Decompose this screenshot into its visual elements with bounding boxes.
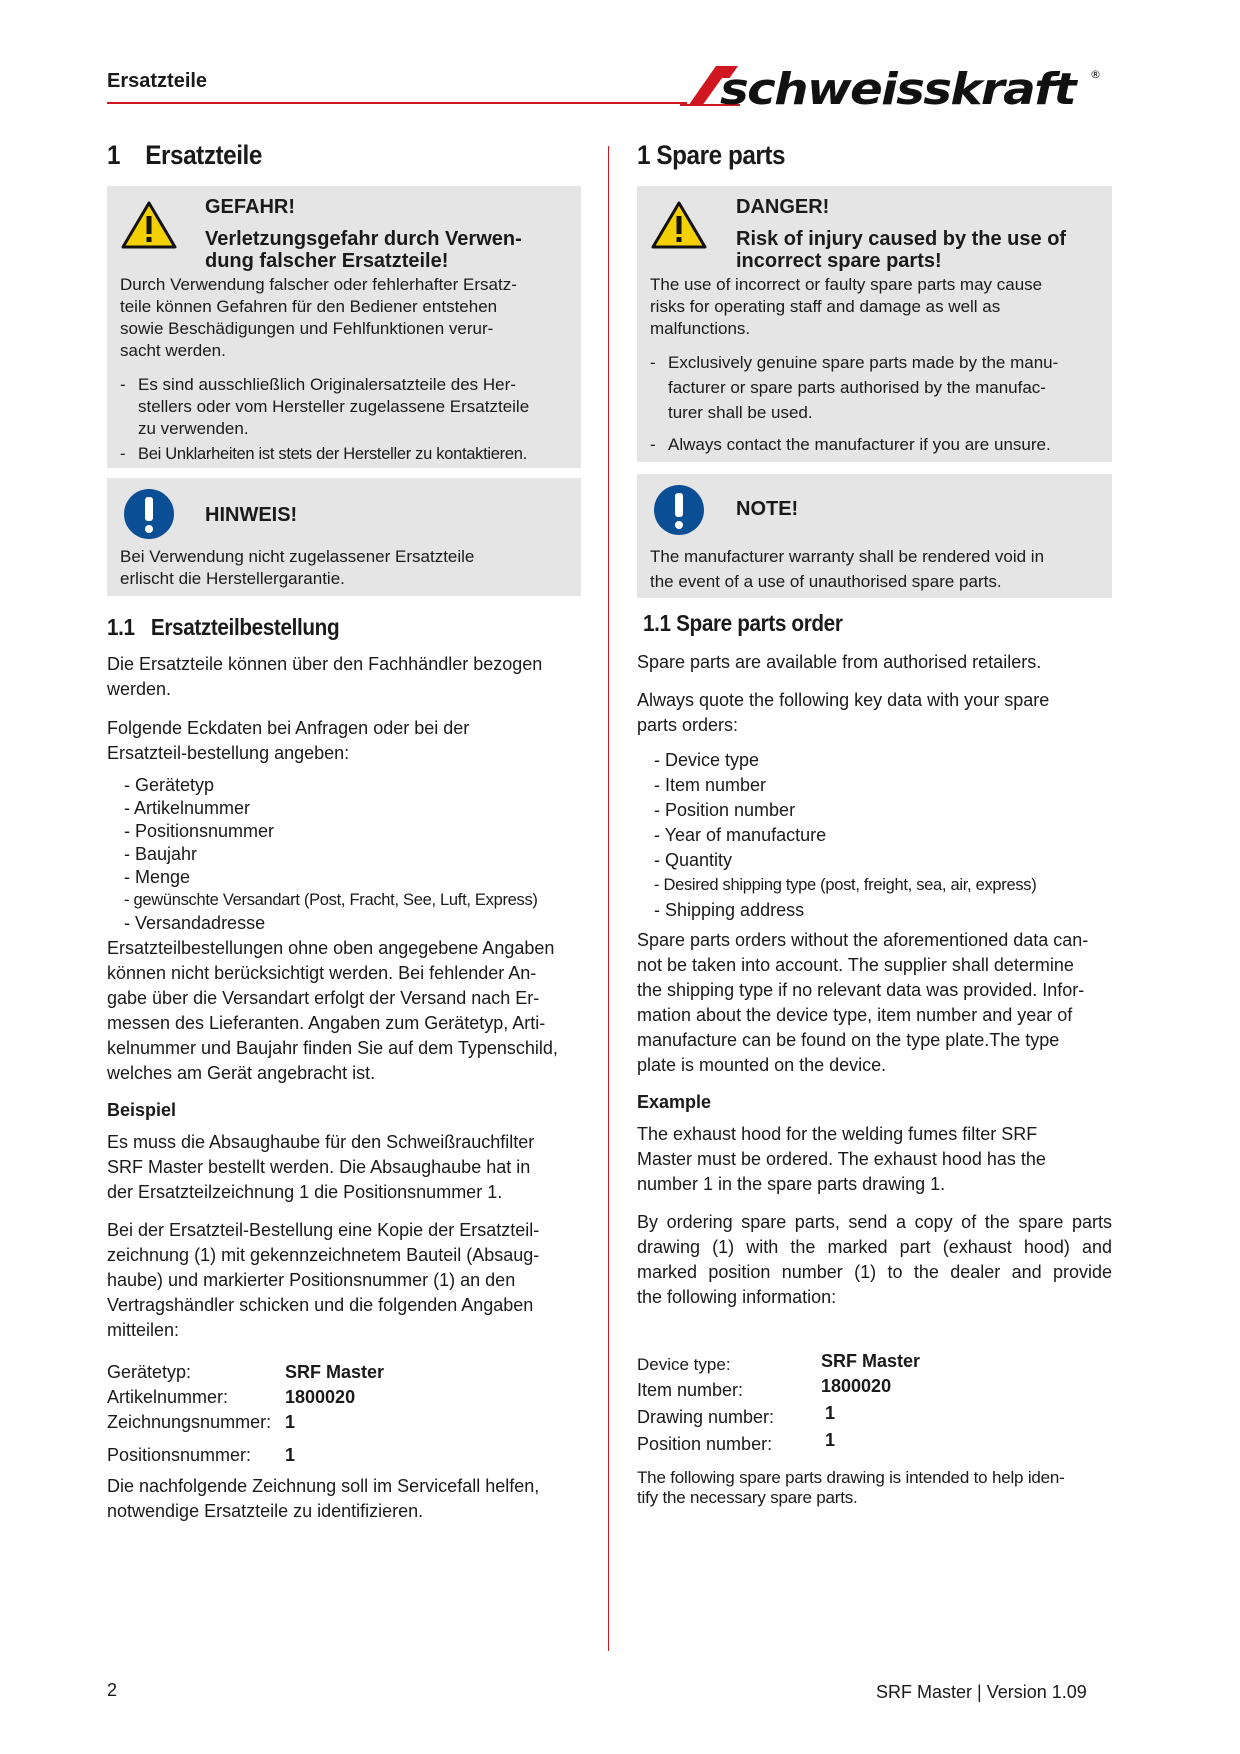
exclamation-circle-icon — [653, 484, 705, 536]
danger-subtitle-line: Risk of injury caused by the use of — [736, 228, 1067, 250]
kv-row — [107, 1412, 587, 1445]
paragraph — [107, 652, 585, 702]
kv-key: Device type: — [637, 1355, 731, 1374]
final-paragraph — [637, 1468, 1117, 1508]
text-line: Es muss die Absaughaube für den Schweißrauchfilter — [107, 1132, 535, 1152]
text-line: mitteilen: — [107, 1320, 180, 1340]
text-line: marked position number (1) to the dealer and provide — [637, 1262, 1112, 1282]
text-line: Bei der Ersatzteil-Bestellung eine Kopie der Ersatzteil- — [107, 1220, 540, 1240]
warning-triangle-icon — [651, 200, 707, 250]
note-body-line: erlischt die Herstellergarantie. — [120, 569, 345, 588]
text-line: tify the necessary spare parts. — [637, 1488, 858, 1507]
text-line: notwendige Ersatzteile zu identifizieren. — [107, 1501, 424, 1521]
paragraph — [107, 716, 585, 766]
text-line: By ordering spare parts, send a copy of the spare parts — [637, 1212, 1112, 1232]
kv-value: 1800020 — [285, 1387, 356, 1407]
danger-body-line: malfunctions. — [650, 319, 751, 338]
danger-subtitle-line: dung falscher Ersatzteile! — [205, 250, 449, 272]
text-line: der Ersatzteilzeichnung 1 die Positionsnummer 1. — [107, 1182, 503, 1202]
paragraph — [637, 928, 1117, 1078]
section-heading-de — [107, 140, 262, 171]
text-line: welches am Gerät angebracht ist. — [107, 1063, 376, 1083]
text-line: können nicht berücksichtigt werden. Bei fehlender An- — [107, 963, 537, 983]
example-paragraph — [107, 1130, 585, 1205]
kv-value: 1 — [825, 1403, 836, 1423]
final-paragraph — [107, 1474, 585, 1524]
text-line: mation about the device type, item number and year of — [637, 1005, 1073, 1025]
text-line: plate is mounted on the device. — [637, 1055, 887, 1075]
text-line: drawing (1) with the marked part (exhaust hood) and — [637, 1237, 1112, 1257]
text-line: Ersatzteil-bestellung angeben: — [107, 743, 350, 763]
kv-key: Drawing number: — [637, 1407, 775, 1427]
subsection-title: Ersatzteilbestellung — [150, 614, 340, 640]
danger-body — [120, 274, 575, 362]
list-item: - Always contact the manufacturer if you are unsure. — [650, 432, 1108, 457]
text-line: not be taken into account. The supplier shall determine — [637, 955, 1074, 975]
logo-mark-icon — [680, 62, 1120, 112]
list-item: - Year of manufacture — [654, 825, 827, 845]
header-rule — [107, 102, 687, 104]
registered-mark: ® — [1090, 68, 1101, 81]
list-item: - Desired shipping type (post, freight, sea, air, express) — [654, 876, 1037, 894]
text-line: Die Ersatzteile können über den Fachhändler bezogen — [107, 654, 543, 674]
danger-bullets — [650, 350, 1108, 457]
example-label: Beispiel — [107, 1100, 177, 1120]
text-line: Always quote the following key data with your spare — [637, 690, 1050, 710]
paragraph — [637, 688, 1107, 738]
paragraph: Spare parts are available from authorised retailers. — [637, 652, 1042, 672]
text-line: parts orders: — [637, 715, 739, 735]
bullet-line: turer shall be used. — [668, 403, 813, 422]
list-item: - gewünschte Versandart (Post, Fracht, See, Luft, Express) — [124, 891, 538, 909]
section-number: 1 — [107, 140, 121, 170]
note-body-line: Bei Verwendung nicht zugelassener Ersatzteile — [120, 547, 475, 566]
bullet-line: zu verwenden. — [138, 419, 249, 438]
note-box-en — [637, 474, 1112, 598]
subsection-number: 1.1 — [107, 614, 135, 640]
danger-box-en — [637, 186, 1112, 462]
danger-label: DANGER! — [736, 196, 830, 218]
note-label: HINWEIS! — [205, 504, 298, 526]
danger-body-line: sacht werden. — [120, 341, 226, 360]
danger-body-line: teile können Gefahren für den Bediener entstehen — [120, 297, 498, 316]
danger-box-de — [107, 186, 581, 468]
list-item: - Bei Unklarheiten ist stets der Hersteller zu kontaktieren. — [120, 443, 578, 465]
example-paragraph — [637, 1122, 1112, 1197]
text-line: Spare parts orders without the aforementioned data can- — [637, 930, 1089, 950]
example-label: Example — [637, 1092, 712, 1112]
kv-key: Gerätetyp: — [107, 1362, 192, 1382]
list-item: - Positionsnummer — [124, 821, 275, 841]
text-line: zeichnung (1) mit gekennzeichnetem Bauteil (Absaug- — [107, 1245, 540, 1265]
list-item: - Artikelnummer — [124, 798, 251, 818]
list-item: - Versandadresse — [124, 913, 266, 933]
note-box-de — [107, 478, 581, 596]
list-item: - Exclusively genuine spare parts made by the manu- facturer or spare parts authorised by the manufac- turer shall be used. — [650, 350, 1108, 425]
list-item: - Item number — [654, 775, 767, 795]
subsection-heading-en: 1.1 Spare parts order — [643, 610, 843, 636]
list-item: - Menge — [124, 867, 191, 887]
order-data-table — [637, 1351, 1112, 1459]
kv-value: 1800020 — [821, 1376, 892, 1396]
list-item: - Quantity — [654, 850, 733, 870]
bullet-line: Es sind ausschließlich Originalersatzteile des Her- — [138, 375, 516, 394]
subsection-heading-de — [107, 614, 339, 641]
kv-row — [107, 1445, 587, 1470]
order-paragraph — [107, 1218, 585, 1343]
danger-bullets — [120, 374, 578, 465]
note-body-line: the event of a use of unauthorised spare parts. — [650, 572, 1002, 591]
note-label: NOTE! — [736, 498, 799, 520]
list-item: - Position number — [654, 800, 796, 820]
text-line: The following spare parts drawing is intended to help iden- — [637, 1468, 1065, 1487]
kv-key: Zeichnungsnummer: — [107, 1412, 272, 1432]
kv-row — [637, 1376, 1112, 1407]
danger-subtitle-line: Verletzungsgefahr durch Verwen- — [205, 228, 522, 250]
danger-subtitle — [736, 228, 1066, 272]
text-line: haube) und markierter Positionsnummer (1) an den — [107, 1270, 516, 1290]
list-item: - Gerätetyp — [124, 775, 215, 795]
order-data-table — [107, 1362, 587, 1470]
list-item: - Baujahr — [124, 844, 198, 864]
kv-row — [107, 1362, 587, 1387]
required-data-list — [654, 748, 1110, 923]
text-line: SRF Master bestellt werden. Die Absaughaube hat in — [107, 1157, 531, 1177]
bullet-line: facturer or spare parts authorised by the manufac- — [668, 378, 1046, 397]
kv-value: SRF Master — [285, 1362, 385, 1382]
note-body — [650, 544, 1108, 594]
note-body — [120, 546, 575, 590]
kv-key: Artikelnummer: — [107, 1387, 229, 1407]
kv-value: 1 — [285, 1412, 296, 1432]
kv-value: 1 — [285, 1445, 296, 1465]
danger-body-line: The use of incorrect or faulty spare parts may cause — [650, 275, 1043, 294]
text-line: kelnummer und Baujahr finden Sie auf dem Typenschild, — [107, 1038, 558, 1058]
danger-subtitle — [205, 228, 522, 272]
text-line: the following information: — [637, 1287, 837, 1307]
danger-body-line: sowie Beschädigungen und Fehlfunktionen verur- — [120, 319, 494, 338]
text-line: manufacture can be found on the type plate.The type — [637, 1030, 1060, 1050]
required-data-list — [124, 774, 594, 935]
text-line: Master must be ordered. The exhaust hood has the — [637, 1149, 1046, 1169]
kv-key: Position number: — [637, 1434, 773, 1454]
text-line: werden. — [107, 679, 172, 699]
note-body-line: The manufacturer warranty shall be rendered void in — [650, 547, 1045, 566]
brand-logo — [680, 62, 1120, 112]
bullet-line: Exclusively genuine spare parts made by the manu- — [668, 353, 1059, 372]
text-line: gabe über die Versandart erfolgt der Versand nach Er- — [107, 988, 540, 1008]
danger-subtitle-line: incorrect spare parts! — [736, 250, 942, 272]
document-version: SRF Master | Version 1.09 — [876, 1682, 1087, 1702]
list-item: - Es sind ausschließlich Originalersatzteile des Her- stellers oder vom Hersteller zugelassene Ersatzteile zu verwenden. — [120, 374, 578, 440]
text-line: the shipping type if no relevant data was provided. Infor- — [637, 980, 1085, 1000]
kv-value: SRF Master — [821, 1351, 921, 1371]
bullet-line: stellers oder vom Hersteller zugelassene Ersatzteile — [138, 397, 530, 416]
kv-row — [107, 1387, 587, 1412]
column-divider — [608, 146, 609, 1651]
kv-value: 1 — [825, 1430, 836, 1450]
danger-label: GEFAHR! — [205, 196, 295, 218]
text-line: Folgende Eckdaten bei Anfragen oder bei der — [107, 718, 470, 738]
bullet-line: Always contact the manufacturer if you are unsure. — [668, 435, 1051, 454]
exclamation-circle-icon — [123, 488, 175, 540]
danger-body — [650, 274, 1108, 340]
text-line: number 1 in the spare parts drawing 1. — [637, 1174, 946, 1194]
warning-triangle-icon — [121, 200, 177, 250]
list-item: - Shipping address — [654, 900, 805, 920]
text-line: Ersatzteilbestellungen ohne oben angegebene Angaben — [107, 938, 555, 958]
kv-row — [637, 1430, 1112, 1459]
order-paragraph — [637, 1210, 1112, 1310]
kv-key: Positionsnummer: — [107, 1445, 252, 1465]
text-line: The exhaust hood for the welding fumes filter SRF — [637, 1124, 1038, 1144]
list-item: - Device type — [654, 750, 760, 770]
kv-row — [637, 1403, 1112, 1434]
text-line: Die nachfolgende Zeichnung soll im Servicefall helfen, — [107, 1476, 540, 1496]
kv-key: Item number: — [637, 1380, 744, 1400]
page-number: 2 — [107, 1680, 118, 1700]
logo-text: schweisskraft — [720, 64, 1079, 112]
section-title: Ersatzteile — [145, 140, 262, 170]
section-heading-en: 1 Spare parts — [637, 140, 786, 170]
text-line: Vertragshändler schicken und die folgenden Angaben — [107, 1295, 534, 1315]
header-title: Ersatzteile — [107, 70, 208, 92]
text-line: messen des Lieferanten. Angaben zum Gerätetyp, Arti- — [107, 1013, 546, 1033]
danger-body-line: Durch Verwendung falscher oder fehlerhafter Ersatz- — [120, 275, 517, 294]
bullet-line: Bei Unklarheiten ist stets der Hersteller zu kontaktieren. — [138, 445, 527, 463]
danger-body-line: risks for operating staff and damage as well as — [650, 297, 1001, 316]
paragraph — [107, 936, 597, 1086]
